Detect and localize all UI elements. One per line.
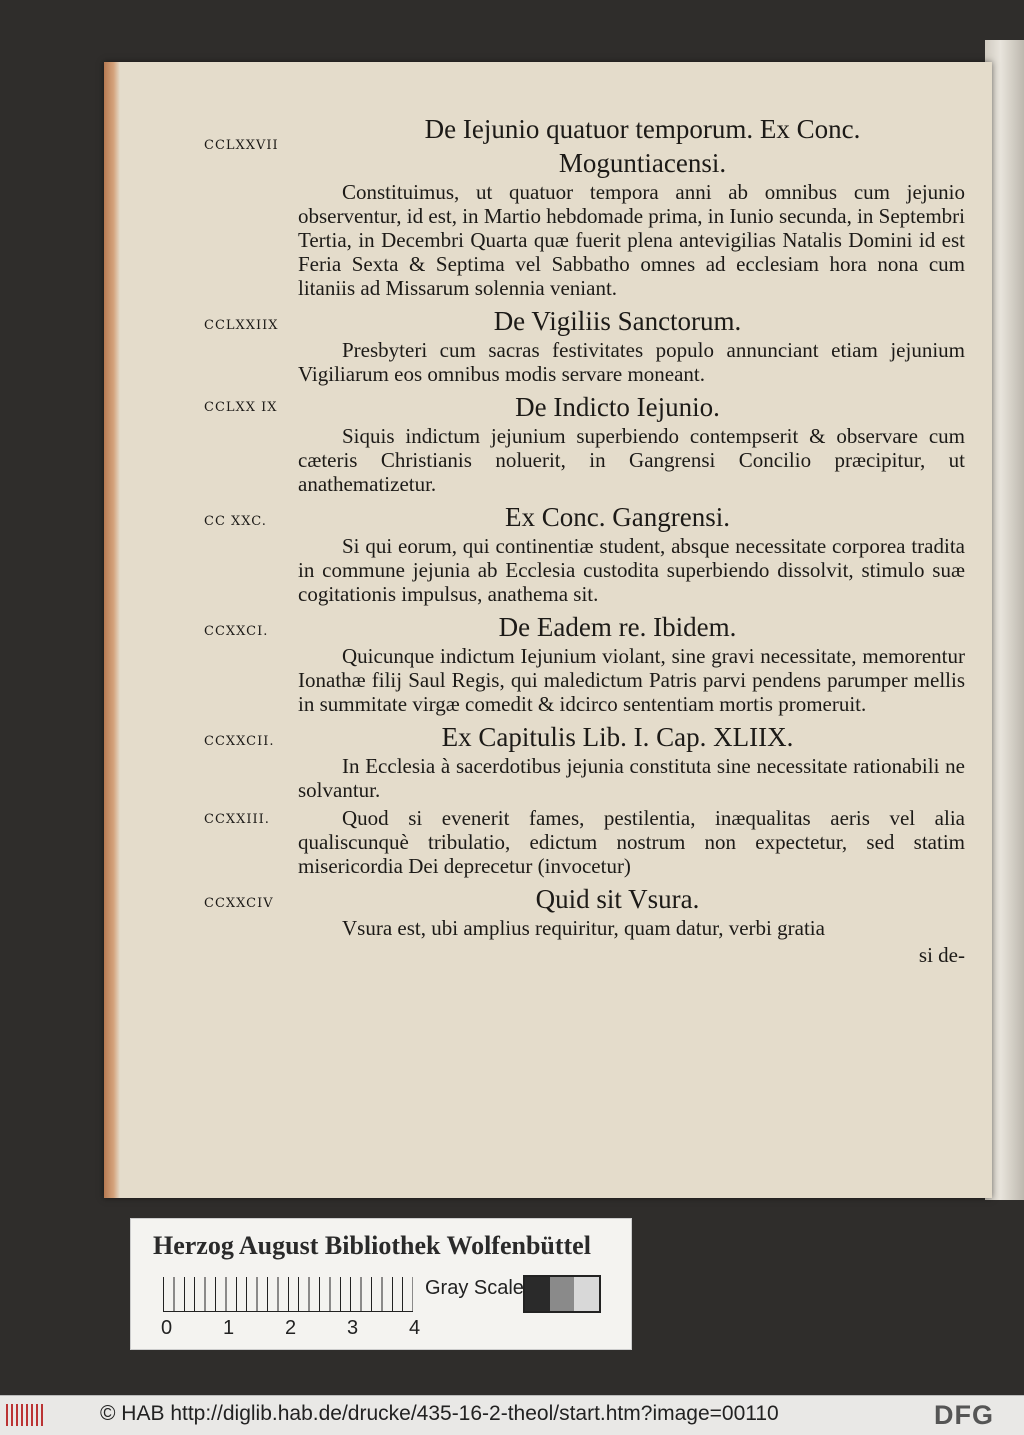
- entry-heading: De Indicto Iejunio.: [515, 392, 720, 422]
- catchword: si de-: [918, 943, 965, 967]
- marginal-number: CCLXXVII: [204, 138, 279, 153]
- entry: [204, 304, 965, 386]
- entry-body: Presbyteri cum sacras festivitates populo annunciant etiam jejunium Vigiliarum eos omnibus modis servare moneant.: [298, 338, 965, 386]
- entry: [204, 882, 965, 940]
- entry-heading: Ex Conc. Gangrensi.: [505, 502, 730, 532]
- entry-heading: De Eadem re. Ibidem.: [498, 612, 737, 642]
- marginal-number: CCXXCII.: [204, 734, 275, 749]
- marginal-number: CC XXC.: [204, 514, 267, 529]
- library-name: Herzog August Bibliothek Wolfenbüttel: [153, 1231, 591, 1260]
- entry-heading: Ex Capitulis Lib. I. Cap. XLIIX.: [441, 722, 794, 752]
- entry-heading: De Vigiliis Sanctorum.: [493, 306, 742, 336]
- ruler-number: 4: [409, 1317, 421, 1339]
- marginal-number: CCXXCIV: [204, 896, 274, 911]
- page-text: [204, 112, 965, 967]
- gray-swatch-light: [574, 1277, 599, 1311]
- ruler-number: 1: [223, 1317, 235, 1339]
- book-page: [104, 62, 992, 1198]
- footer-bar: [0, 1395, 1024, 1435]
- marginal-number: CCXXCI.: [204, 624, 269, 639]
- entry-body: In Ecclesia à sacerdotibus jejunia constituta sine necessitate rationabili ne solvantur.: [298, 754, 965, 802]
- entry: [204, 390, 965, 496]
- measurement-ruler: [163, 1277, 413, 1312]
- entry-body: Vsura est, ubi amplius requiritur, quam datur, verbi gratia: [342, 916, 825, 940]
- marginal-number: CCXXIII.: [204, 812, 270, 827]
- entry-body: Siquis indictum jejunium superbiendo contempserit & observare cum cæteris Christianis noluerit, in Gangrensi Concilio præcipitur, ut anathematizetur.: [298, 424, 965, 496]
- entry: [204, 500, 965, 606]
- entry-body: Quod si evenerit fames, pestilentia, inæqualitas aeris vel alia qualiscunquè tribulatio, edictum nostrum non expectetur, sed statim misericordia Dei deprecetur (invocetur): [298, 806, 965, 878]
- hab-logo-icon: [6, 1404, 46, 1426]
- ruler-number: 0: [161, 1317, 173, 1339]
- entry: [204, 720, 965, 802]
- color-target-card: [130, 1218, 632, 1350]
- entry-body: Si qui eorum, qui continentiæ student, absque necessitate corporea tradita in commune jejunia ab Ecclesia custodita superbiendo dissolvit, stimulo suæ cogitationis impulsus, anathema sit.: [298, 534, 965, 606]
- entry: [204, 112, 965, 300]
- ruler-number: 3: [347, 1317, 359, 1339]
- marginal-number: CCLXX IX: [204, 400, 278, 415]
- ruler-number: 2: [285, 1317, 297, 1339]
- entry-body: Quicunque indictum Iejunium violant, sine gravi necessitate, memorentur Ionathæ filij Saul Regis, qui maledictum Patris parvi pendens parumper mellis in summitate virgæ comedit & idcirco sententiam mortis promeruit.: [298, 644, 965, 716]
- entry: [204, 610, 965, 716]
- gray-swatch-mid: [550, 1277, 575, 1311]
- dfg-logo: DFG: [934, 1400, 994, 1430]
- gray-swatch-dark: [525, 1277, 550, 1311]
- page-spine-edge: [104, 62, 120, 1198]
- ruler-numbers: [161, 1317, 471, 1340]
- gray-scale-swatches: [523, 1275, 601, 1313]
- entry-heading: De Iejunio quatuor temporum. Ex Conc. Moguntiacensi.: [424, 114, 861, 178]
- marginal-number: CCLXXIIX: [204, 318, 279, 333]
- gray-scale-label: Gray Scale: [425, 1277, 524, 1299]
- entry: [204, 806, 965, 878]
- entry-heading: Quid sit Vsura.: [535, 884, 700, 914]
- copyright-url-link[interactable]: © HAB http://diglib.hab.de/drucke/435-16-2-theol/start.htm?image=00110: [100, 1402, 779, 1425]
- entry-body: Constituimus, ut quatuor tempora anni ab omnibus cum jejunio observentur, id est, in Martio hebdomade prima, in Iunio secunda, in Septembri Tertia, in Decembri Quarta quæ fuerit plena antevigilias Natalis Domini id est Feria Sexta & Septima vel Sabbatho omnes ad ecclesiam hora nona cum litaniis ad Missarum solennia veniant.: [298, 180, 965, 300]
